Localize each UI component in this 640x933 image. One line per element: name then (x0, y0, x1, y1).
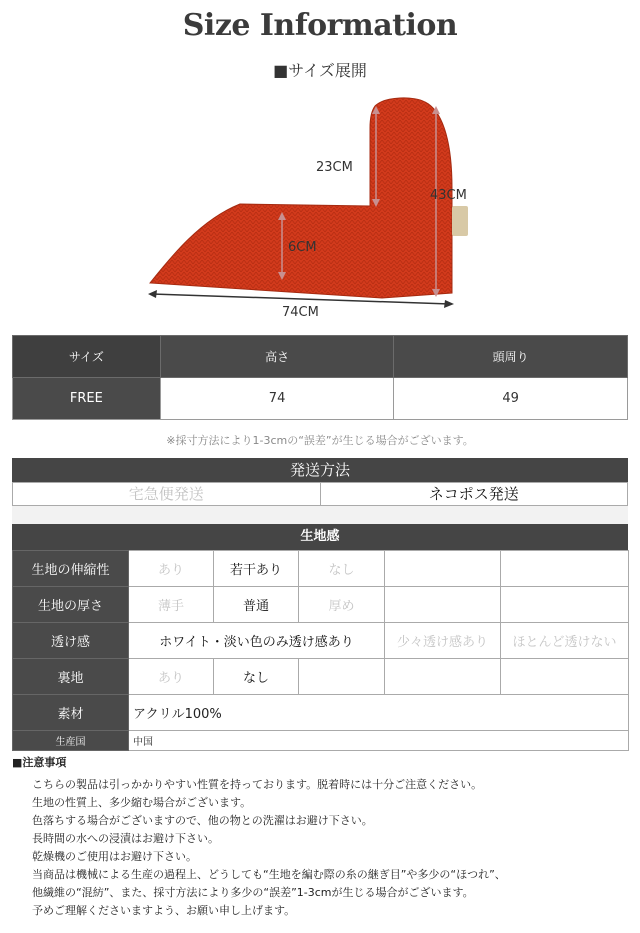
size-table-header (13, 336, 628, 378)
note-line: 予めご理解くださいますよう、お願い申し上げます。 (32, 904, 296, 917)
option-cell-selected: なし (214, 659, 299, 695)
table-row (13, 378, 628, 420)
fabric-row-material (13, 695, 629, 731)
shipping-option-nekopos: ネコポス発送 (428, 485, 519, 503)
header-height: 高さ (160, 336, 394, 378)
dim-top-label: 23CM (316, 160, 353, 175)
fabric-row-origin (13, 731, 629, 751)
section-subtitle: ■サイズ展開 (273, 61, 367, 80)
option-cell (385, 587, 501, 623)
fabric-row-thickness (13, 587, 629, 623)
option-cell-selected: 普通 (214, 587, 299, 623)
fabric-row-lining (13, 659, 629, 695)
material-value: アクリル100% (129, 695, 629, 731)
dim-height-label: 43CM (430, 188, 467, 203)
option-cell (299, 659, 385, 695)
option-cell: 少々透け感あり (385, 623, 501, 659)
row-label: 生地の厚さ (13, 587, 129, 623)
dim-side-label: 6CM (288, 240, 317, 255)
option-cell: 厚め (299, 587, 385, 623)
row-label: 透け感 (13, 623, 129, 659)
option-cell: ほとんど透けない (501, 623, 629, 659)
fabric-row-stretch (13, 551, 629, 587)
page-title: Size Information (182, 8, 458, 43)
row-label: 生地の伸縮性 (13, 551, 129, 587)
option-cell: あり (129, 551, 214, 587)
dim-width-label: 74CM (282, 305, 319, 320)
note-line: こちらの製品は引っかかりやすい性質を持っております。脱着時には十分ご注意ください。 (32, 778, 483, 791)
option-cell (385, 551, 501, 587)
option-cell (501, 659, 629, 695)
row-label: 素材 (13, 695, 129, 731)
fabric-row-sheerness (13, 623, 629, 659)
note-line: 乾燥機のご使用はお避け下さい。 (32, 850, 197, 863)
row-label: 裏地 (13, 659, 129, 695)
measure-note: ※採寸方法により1-3cmの“誤差”が生じる場合がございます。 (166, 434, 474, 447)
option-cell (385, 659, 501, 695)
garment-illustration (130, 88, 490, 323)
hood-scarf-image (130, 88, 490, 323)
shipping-option-takkyubin: 宅急便発送 (13, 483, 321, 505)
note-line: 他繊維の“混紡”、また、採寸方法により多少の“誤差”1-3cmが生じる場合がございます。 (32, 886, 474, 899)
note-line: 長時間の水への浸漬はお避け下さい。 (32, 832, 219, 845)
row-label: 生産国 (13, 731, 129, 751)
garment-shape (150, 98, 452, 298)
header-size: サイズ (13, 336, 161, 378)
option-cell (501, 551, 629, 587)
notes-section (12, 754, 628, 920)
note-line: 色落ちする場合がございますので、他の物との洗濯はお避け下さい。 (32, 814, 373, 827)
size-table (12, 335, 628, 420)
notes-heading: ■注意事項 (12, 756, 67, 769)
option-cell: なし (299, 551, 385, 587)
cell-head-circumference: 49 (394, 378, 628, 420)
shipping-heading: 発送方法 (12, 458, 628, 482)
option-cell: 薄手 (129, 587, 214, 623)
fabric-table (12, 550, 629, 751)
origin-value: 中国 (129, 731, 629, 751)
option-cell (501, 587, 629, 623)
fabric-heading: 生地感 (12, 524, 628, 550)
cell-size: FREE (13, 378, 161, 420)
note-line: 生地の性質上、多少縮む場合がございます。 (32, 796, 252, 809)
label-tag (452, 206, 468, 236)
cell-height: 74 (160, 378, 394, 420)
note-line: 当商品は機械による生産の過程上、どうしても“生地を編む際の糸の継ぎ目”や多少の“ほつれ”、 (32, 868, 506, 881)
divider (12, 506, 628, 524)
option-cell-selected: 若干あり (214, 551, 299, 587)
option-cell-selected: ホワイト・淡い色のみ透け感あり (129, 623, 385, 659)
header-head-circumference: 頭周り (394, 336, 628, 378)
shipping-options (12, 482, 628, 506)
option-cell: あり (129, 659, 214, 695)
